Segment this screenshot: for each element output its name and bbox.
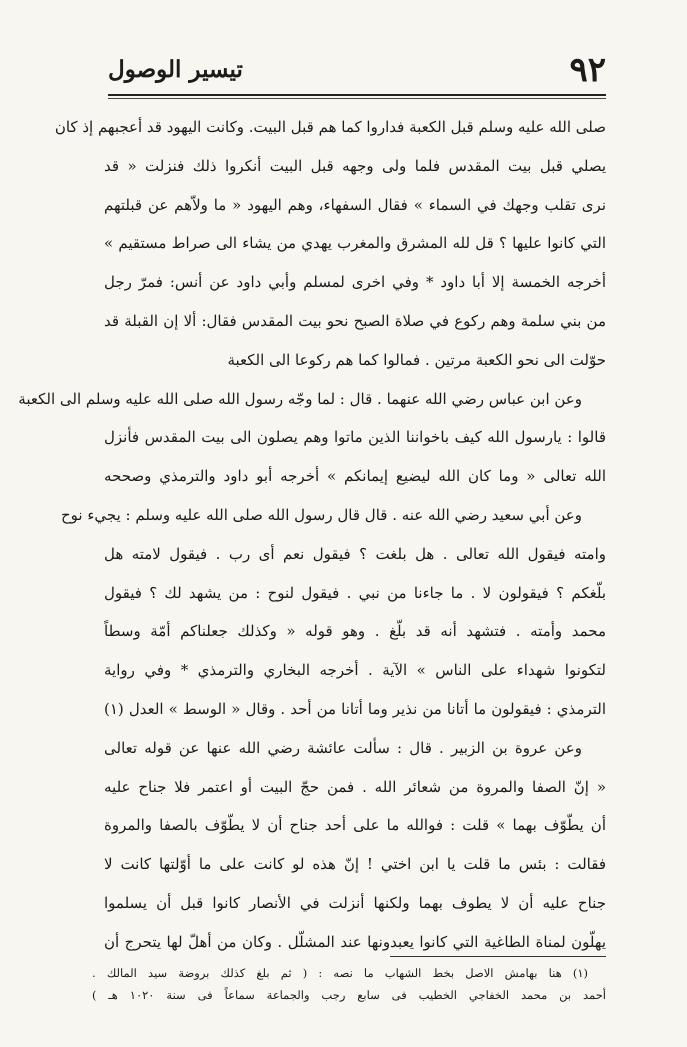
text-line: لتكونوا شهداء على الناس » الآية . أخرجه البخاري والترمذي * وفي رواية <box>104 661 606 680</box>
footnote-line: أحمد بن محمد الخفاجي الخطيب فى سابع رجب والجماعة سماعاً فى سنة ١٠٢٠ هـ ) <box>92 988 607 1002</box>
text-line: وامته فيقول الله تعالى . هل بلغت ؟ فيقول نعم أى رب . فيقول لامته هل <box>104 544 606 563</box>
text-line: من بني سلمة وهم ركوع في صلاة الصبح نحو بيت المقدس فقال: ألا إن القبلة قد <box>104 311 606 330</box>
footnote-divider <box>390 956 606 957</box>
text-line: بلّغكم ؟ فيقولون لا . ما جاءنا من نبي . فيقول لنوح : من يشهد لك ؟ فيقول <box>104 583 606 602</box>
footnote-line: (١) هنا بهامش الاصل بخط الشهاب ما نصه : ( ثم بلغ كذلك بروضة سيد المالك . <box>92 966 588 980</box>
page-header <box>108 48 606 92</box>
running-title: تيسير الوصول <box>108 56 243 83</box>
text-line: يهلّون لمناة الطاغية التي كانوا يعبدونها عند المشلّل . وكان من أهلّ لها يتحرج أن <box>104 932 606 951</box>
text-line: الترمذي : فيقولون ما أتانا من نذير وما أتانا من أحد . وقال « الوسط » العدل (١) <box>104 699 606 718</box>
header-rule-thin <box>108 98 606 99</box>
body-text <box>18 108 606 962</box>
text-line: أخرجه الخمسة إلا أبا داود * وفي اخرى لمسلم وأبي داود عن أنس: فمرّ رجل <box>104 273 606 292</box>
text-line: « إنّ الصفا والمروة من شعائر الله . فمن حجّ البيت أو اعتمر فلا جناح عليه <box>104 777 606 796</box>
footnotes <box>92 962 606 1006</box>
page-number: ٩٢ <box>569 50 606 90</box>
text-line: وعن أبي سعيد رضي الله عنه . قال قال رسول الله صلى الله عليه وسلم : يجيء نوح <box>61 505 582 524</box>
header-rule <box>108 94 606 96</box>
text-line: نرى تقلب وجهك في السماء » فقال السفهاء، وهم اليهود « ما ولاّهم عن قبلتهم <box>104 195 606 214</box>
text-line: قالوا : يارسول الله كيف باخواننا الذين ماتوا وهم يصلون الى بيت المقدس فأنزل <box>104 428 606 447</box>
text-line: يصلي قبل بيت المقدس فلما ولى وجهه قبل البيت أنكروا ذلك فنزلت « قد <box>104 156 606 175</box>
text-line: فقالت : بئس ما قلت يا ابن اختي ! إنّ هذه لو كانت على ما أوّلتها كانت لا <box>104 855 606 874</box>
text-line: جناح عليه أن لا يطوف بهما ولكنها أنزلت في الأنصار كانوا قبل أن يسلموا <box>104 893 606 912</box>
text-line: محمد وأمته . فتشهد أنه قد بلّغ . وهو قوله « وكذلك جعلناكم أمّة وسطاً <box>104 622 606 641</box>
text-line: التي كانوا عليها ؟ قل لله المشرق والمغرب يهدي من يشاء الى صراط مستقيم » <box>104 234 606 253</box>
text-line: حوّلت الى نحو الكعبة مرتين . فمالوا كما هم ركوعا الى الكعبة <box>227 350 606 369</box>
text-line: وعن ابن عباس رضي الله عنهما . قال : لما وجّه رسول الله صلى الله عليه وسلم الى الكعبة <box>18 389 582 408</box>
text-line: الله تعالى « وما كان الله ليضيع إيمانكم » أخرجه أبو داود والترمذي وصححه <box>104 467 606 486</box>
text-line: وعن عروة بن الزبير . قال : سألت عائشة رضي الله عنها عن قوله تعالى <box>104 738 582 757</box>
text-line: صلى الله عليه وسلم قبل الكعبة فداروا كما هم قبل البيت. وكانت اليهود قد أعجبهم إذ كان <box>54 118 606 136</box>
text-line: أن يطّوّف بهما » قلت : فوالله ما على أحد جناح أن لا يطّوّف بالصفا والمروة <box>104 816 606 835</box>
